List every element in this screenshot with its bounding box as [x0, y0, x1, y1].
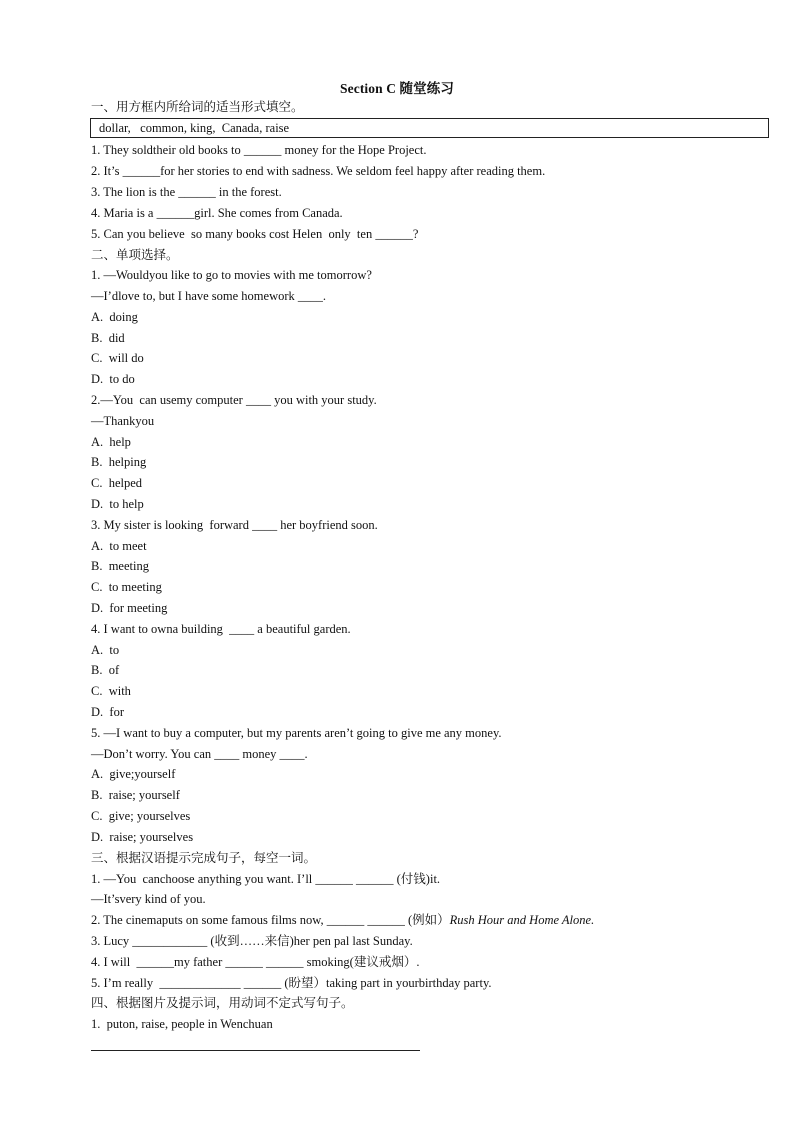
part3-item-4: 4. I will ______my father ______ ______ smoking(建议戒烟）.	[91, 955, 420, 969]
option-line: B. meeting	[91, 559, 149, 573]
part1-item-5: 5. Can you believe so many books cost Helen only ten ______?	[91, 227, 419, 241]
part1-item-4: 4. Maria is a ______girl. She comes from Canada.	[91, 206, 343, 220]
part4-item-1: 1. puton, raise, people in Wenchuan	[91, 1017, 273, 1031]
option-line: D. for	[91, 705, 124, 719]
part1-item-3: 3. The lion is the ______ in the forest.	[91, 185, 282, 199]
option-line: D. to help	[91, 497, 144, 511]
part2-line: —I’dlove to, but I have some homework ____.	[91, 289, 327, 303]
option-line: B. raise; yourself	[91, 788, 180, 802]
option-line: C. will do	[91, 351, 144, 365]
option-line: C. to meeting	[91, 580, 162, 594]
option-line: C. helped	[91, 476, 143, 490]
part2-line: —Don’t worry. You can ____ money ____.	[91, 747, 308, 761]
option-line: A. to	[91, 643, 120, 657]
part2-heading: 二、单项选择。	[91, 248, 179, 262]
part3-item-2-italic: Rush Hour and Home Alone.	[449, 913, 595, 927]
part3-item-5: 5. I’m really _____________ ______ (盼望）taking part in yourbirthday party.	[91, 976, 492, 990]
part1-item-2: 2. It’s ______for her stories to end with sadness. We seldom feel happy after reading them.	[91, 164, 546, 178]
part3-item-3: 3. Lucy ____________ (收到……来信)her pen pal last Sunday.	[91, 934, 413, 948]
part2-line: 3. My sister is looking forward ____ her boyfriend soon.	[91, 518, 378, 532]
part2-line: 1. —Wouldyou like to go to movies with me tomorrow?	[91, 268, 372, 282]
word-box-text: dollar, common, king, Canada, raise	[99, 121, 290, 135]
option-line: A. help	[91, 435, 131, 449]
option-line: C. with	[91, 684, 131, 698]
part3-item-2-text: 2. The cinemaputs on some famous films now, ______ ______ (例如）	[91, 913, 450, 927]
option-line: D. to do	[91, 372, 135, 386]
answer-line	[91, 1050, 420, 1051]
part2-line: 4. I want to owna building ____ a beautiful garden.	[91, 622, 351, 636]
option-line: B. did	[91, 331, 125, 345]
part2-line: 5. —I want to buy a computer, but my parents aren’t going to give me any money.	[91, 726, 502, 740]
word-box	[90, 118, 769, 138]
part1-heading: 一、用方框内所给词的适当形式填空。	[91, 100, 304, 114]
option-line: B. of	[91, 663, 120, 677]
option-line: A. to meet	[91, 539, 147, 553]
part3-heading: 三、根据汉语提示完成句子，每空一词。	[91, 851, 317, 865]
part2-line: —Thankyou	[91, 414, 155, 428]
option-line: B. helping	[91, 455, 147, 469]
part2-line: 2.—You can usemy computer ____ you with your study.	[91, 393, 377, 407]
option-line: D. raise; yourselves	[91, 830, 194, 844]
option-line: C. give; yourselves	[91, 809, 191, 823]
part1-item-1: 1. They soldtheir old books to ______ money for the Hope Project.	[91, 143, 427, 157]
part3-item-1-reply: —It’svery kind of you.	[91, 892, 206, 906]
option-line: A. give;yourself	[91, 767, 176, 781]
part3-item-1: 1. —You canchoose anything you want. I’ll ______ ______ (付钱)it.	[91, 872, 441, 886]
part4-heading: 四、根据图片及提示词，用动词不定式写句子。	[91, 996, 354, 1010]
part3-item-2	[91, 912, 594, 928]
option-line: A. doing	[91, 310, 138, 324]
page-title: Section C 随堂练习	[340, 81, 454, 96]
option-line: D. for meeting	[91, 601, 168, 615]
